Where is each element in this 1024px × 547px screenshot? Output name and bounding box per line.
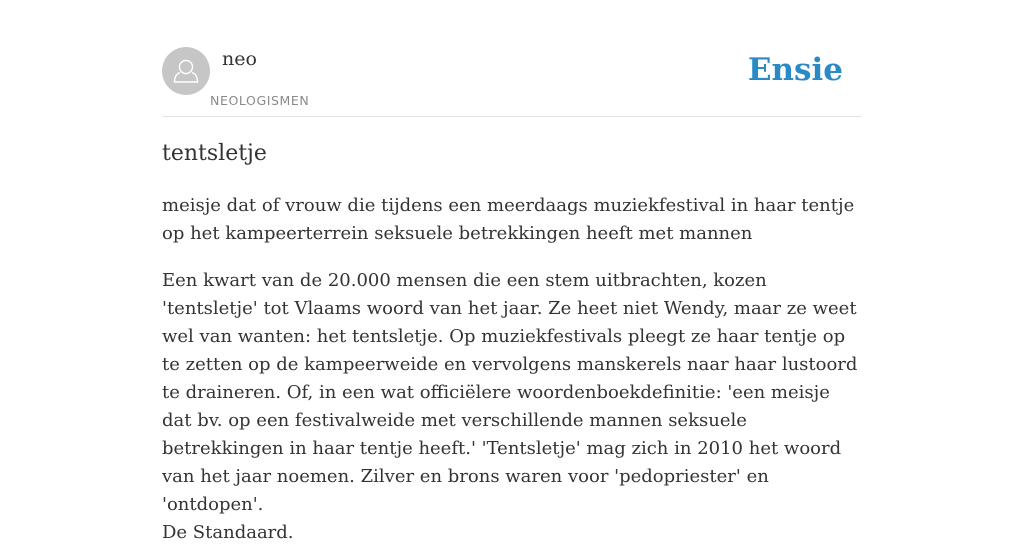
category-label[interactable]: NEOLOGISMEN xyxy=(210,93,310,108)
example-text: Een kwart van de 20.000 mensen die een stem uitbrachten, kozen 'tentsletje' tot Vlaams woord van het jaar. Ze heet niet Wendy, maar ze weet wel van wanten: het tentsletje. Op muziekfestivals pleegt ze haar tentje op te zetten op de kampeerweide en vervolgens manskerels naar haar lustoord te draineren. Of, in een wat officiëlere woordenboekdefinitie: 'een meisje dat bv. op een festivalweide met verschillende mannen seksuele betrekkingen in haar tentje heeft.' 'Tentsletje' mag zich in 2010 het woord van het jaar noemen. Zilver en brons waren voor 'pedopriester' en 'ontdopen'. xyxy=(162,270,858,515)
entry-header xyxy=(162,46,862,117)
author-name-link[interactable]: neo xyxy=(222,48,257,70)
ensie-logo[interactable]: Ensie xyxy=(747,52,843,88)
avatar[interactable] xyxy=(162,47,210,95)
user-silhouette-icon xyxy=(162,47,210,95)
entry-example xyxy=(162,267,862,547)
entry-definition: meisje dat of vrouw die tijdens een meerdaags muziekfestival in haar tentje op het kampeerterrein seksuele betrekkingen heeft met mannen xyxy=(162,195,855,244)
entry-term: tentsletje xyxy=(162,141,267,166)
example-source: De Standaard. xyxy=(162,522,294,543)
